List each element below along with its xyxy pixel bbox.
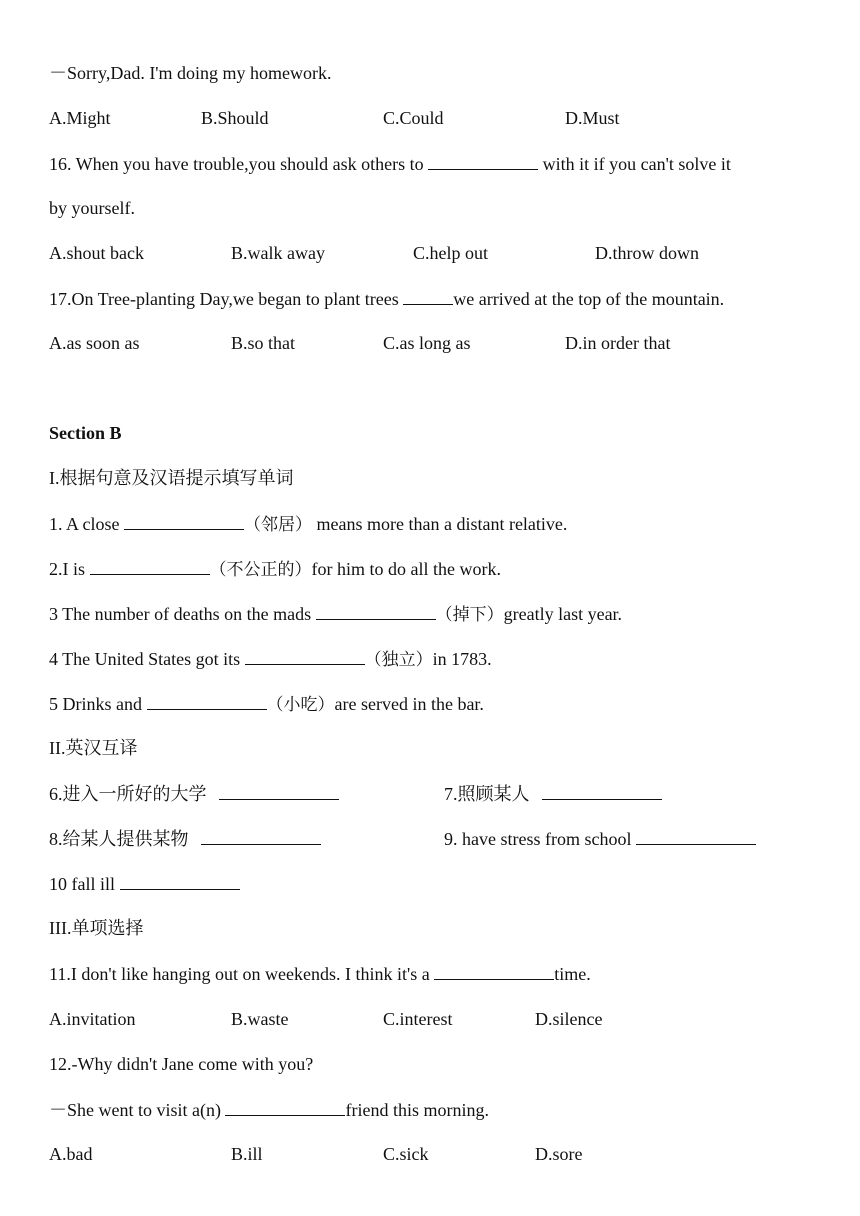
fill-item-4-rest: in 1783. <box>432 649 492 669</box>
fill-item-4 <box>49 647 492 671</box>
q11-option-c: C.interest <box>383 1009 453 1029</box>
part1-title: I.根据句意及汉语提示填写单词 <box>49 468 294 488</box>
part2-title: II.英汉互译 <box>49 738 138 758</box>
q16-text-b: with it if you can't solve it <box>542 154 731 174</box>
fill-item-5 <box>49 692 484 716</box>
translate-item-6-text: 6.进入一所好的大学 <box>49 784 207 804</box>
part3-title: III.单项选择 <box>49 918 144 938</box>
q17-text-b: we arrived at the top of the mountain. <box>453 289 725 309</box>
q17-question <box>49 287 724 310</box>
q17-option-d: D.in order that <box>565 333 671 353</box>
q11-text-b: time. <box>554 964 591 984</box>
translate-item-7-text: 7.照顾某人 <box>444 784 530 804</box>
fill-item-2-text: 2.I is <box>49 559 85 579</box>
q15-option-b: B.Should <box>201 108 269 128</box>
translate-item-8 <box>49 827 321 850</box>
q12-question: 12.-Why didn't Jane come with you? <box>49 1054 314 1074</box>
translate-item-10-blank <box>120 872 240 890</box>
fill-item-5-hint: （小吃） <box>266 695 335 715</box>
q11-text-a: 11.I don't like hanging out on weekends. I think it's a <box>49 964 430 984</box>
q15-option-d: D.Must <box>565 108 620 128</box>
translate-item-6-blank <box>219 782 339 800</box>
fill-item-3 <box>49 602 622 626</box>
fill-item-1 <box>49 512 567 536</box>
q12-reply-b: friend this morning. <box>345 1100 489 1120</box>
q12-option-b: B.ill <box>231 1144 263 1164</box>
section-b-title: Section B <box>49 423 122 443</box>
q16-option-d: D.throw down <box>595 243 699 263</box>
q16-text-a: 16. When you have trouble,you should ask others to <box>49 154 424 174</box>
fill-item-4-hint: （独立） <box>364 650 433 670</box>
q16-question <box>49 152 731 175</box>
q16-option-c: C.help out <box>413 243 488 263</box>
translate-item-9-text: 9. have stress from school <box>444 829 632 849</box>
fill-item-5-blank <box>147 692 267 710</box>
translate-item-10-text: 10 fall ill <box>49 874 115 894</box>
q11-option-d: D.silence <box>535 1009 603 1029</box>
translate-item-8-text: 8.给某人提供某物 <box>49 829 189 849</box>
fill-item-4-blank <box>245 647 365 665</box>
q16-text-c: by yourself. <box>49 198 135 218</box>
translate-item-9-blank <box>636 827 756 845</box>
fill-item-1-rest: means more than a distant relative. <box>312 514 568 534</box>
q12-option-d: D.sore <box>535 1144 583 1164</box>
q17-option-a: A.as soon as <box>49 333 140 353</box>
fill-item-2 <box>49 557 501 581</box>
q11-question <box>49 962 591 985</box>
fill-item-1-text: 1. A close <box>49 514 120 534</box>
translate-item-8-blank <box>201 827 321 845</box>
q15-option-a: A.Might <box>49 108 111 128</box>
translate-item-7-blank <box>542 782 662 800</box>
fill-item-5-text: 5 Drinks and <box>49 694 142 714</box>
q11-option-b: B.waste <box>231 1009 289 1029</box>
q17-option-c: C.as long as <box>383 333 471 353</box>
fill-item-5-rest: are served in the bar. <box>334 694 484 714</box>
q15-reply: －Sorry,Dad. I'm doing my homework. <box>49 63 332 83</box>
q17-blank <box>403 287 453 305</box>
translate-item-6 <box>49 782 339 805</box>
q16-blank <box>428 152 538 170</box>
fill-item-2-blank <box>90 557 210 575</box>
translate-item-9 <box>444 827 756 850</box>
q17-option-b: B.so that <box>231 333 296 353</box>
fill-item-3-blank <box>316 602 436 620</box>
fill-item-1-blank <box>124 512 244 530</box>
q12-option-c: C.sick <box>383 1144 429 1164</box>
fill-item-1-hint: （邻居） <box>244 515 312 535</box>
translate-item-7 <box>444 782 662 805</box>
fill-item-3-rest: greatly last year. <box>503 604 623 624</box>
translate-item-10 <box>49 872 240 895</box>
q17-text-a: 17.On Tree-planting Day,we began to plant trees <box>49 289 399 309</box>
q15-option-c: C.Could <box>383 108 444 128</box>
q11-blank <box>434 962 554 980</box>
q16-option-b: B.walk away <box>231 243 325 263</box>
q12-option-a: A.bad <box>49 1144 93 1164</box>
fill-item-3-hint: （掉下） <box>435 605 504 625</box>
q11-option-a: A.invitation <box>49 1009 136 1029</box>
fill-item-3-text: 3 The number of deaths on the mads <box>49 604 312 624</box>
fill-item-4-text: 4 The United States got its <box>49 649 241 669</box>
fill-item-2-hint: （不公正的） <box>209 560 312 580</box>
q16-option-a: A.shout back <box>49 243 144 263</box>
q12-reply <box>49 1098 489 1121</box>
q12-blank <box>225 1098 345 1116</box>
q12-reply-a: －She went to visit a(n) <box>49 1100 221 1120</box>
fill-item-2-rest: for him to do all the work. <box>311 559 501 579</box>
